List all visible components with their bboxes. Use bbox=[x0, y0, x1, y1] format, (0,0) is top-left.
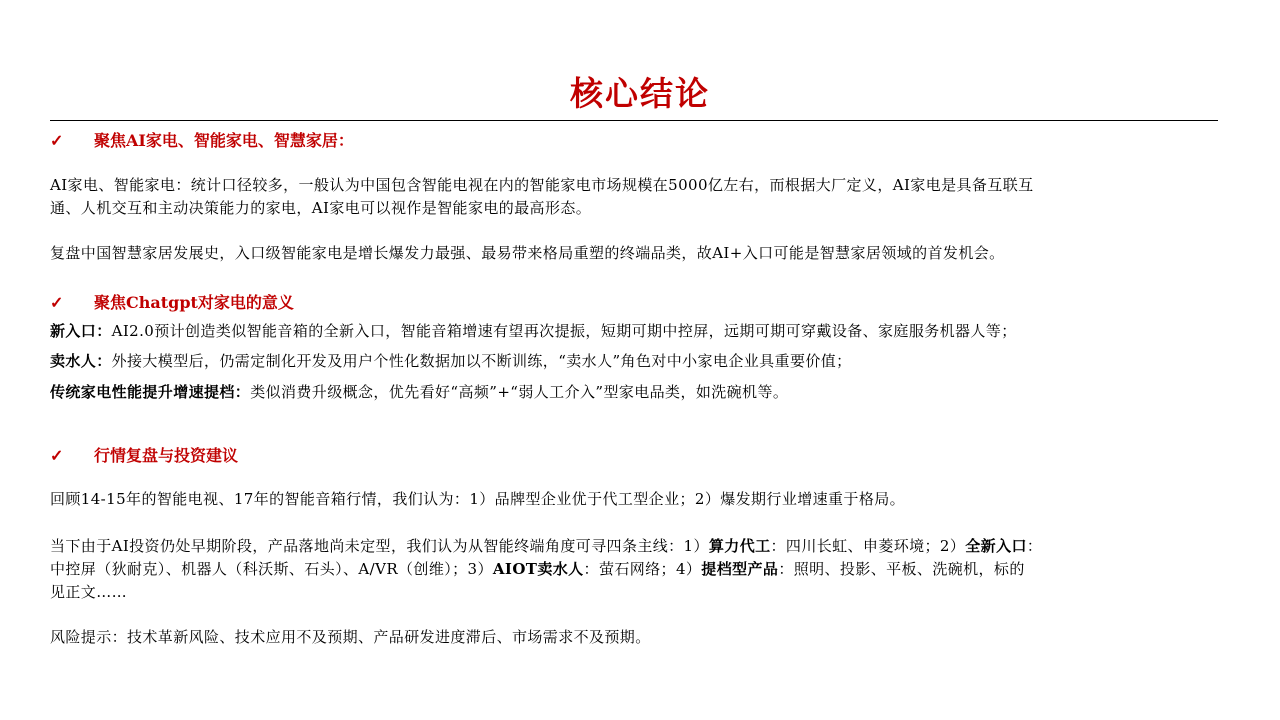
text-run: 当下由于AI投资仍处早期阶段，产品落地尚未定型，我们认为从智能终端角度可寻四条主线：1） bbox=[50, 537, 709, 555]
text-line: 见正文…… bbox=[50, 583, 128, 601]
text-run: ：照明、投影、平板、洗碗机，标的 bbox=[778, 560, 1025, 578]
paragraph-ai-appliance-definition bbox=[50, 174, 1228, 220]
keyword-compute-foundry: 算力代工 bbox=[708, 537, 771, 555]
paragraph-market-review: 回顾14-15年的智能电视、17年的智能音箱行情，我们认为：1）品牌型企业优于代工型企业；2）爆发期行业增速重于格局。 bbox=[50, 490, 906, 508]
section-heading-text: 聚焦AI家电、智能家电、智慧家居： bbox=[94, 131, 354, 150]
list-item-traditional-upgrade bbox=[50, 381, 1228, 404]
text-run: ：萤石网络；4） bbox=[583, 560, 702, 578]
item-text: AI2.0预计创造类似智能音箱的全新入口，智能音箱增速有望再次提振，短期可期中控屏，远期可期可穿戴设备、家庭服务机器人等； bbox=[111, 322, 1017, 340]
paragraph-risk-warning: 风险提示：技术革新风险、技术应用不及预期、产品研发进度滞后、市场需求不及预期。 bbox=[50, 628, 651, 646]
keyword-aiot-water-seller: AIOT卖水人 bbox=[492, 560, 584, 578]
keyword-new-entry: 全新入口 bbox=[965, 537, 1027, 555]
text-line bbox=[50, 535, 1228, 558]
section-heading-investment bbox=[50, 443, 238, 469]
page-title: 核心结论 bbox=[570, 74, 710, 113]
item-text: 外接大模型后，仍需定制化开发及用户个性化数据加以不断训练，“卖水人”角色对中小家电企业具重要价值； bbox=[111, 352, 852, 370]
text-run: ： bbox=[1026, 537, 1043, 555]
section-heading-text: 行情复盘与投资建议 bbox=[94, 446, 239, 465]
title-divider bbox=[50, 120, 1218, 121]
paragraph-investment-lines bbox=[50, 535, 1228, 604]
checkmark-icon: ✓ bbox=[50, 293, 64, 312]
item-label: 卖水人： bbox=[50, 352, 112, 370]
keyword-upgrade-products: 提档型产品 bbox=[701, 560, 779, 578]
section-heading-chatgpt bbox=[50, 290, 294, 316]
section-heading-smart-home bbox=[50, 128, 354, 154]
text-line bbox=[50, 558, 1228, 581]
item-label: 传统家电性能提升增速提档： bbox=[50, 383, 251, 401]
checkmark-icon: ✓ bbox=[50, 446, 64, 465]
section-heading-text: 聚焦Chatgpt对家电的意义 bbox=[94, 293, 294, 312]
list-item-water-seller bbox=[50, 350, 1228, 373]
text-run: ：四川长虹、申菱环境；2） bbox=[770, 537, 966, 555]
text-line: AI家电、智能家电：统计口径较多，一般认为中国包含智能电视在内的智能家电市场规模在5000亿左右，而根据大厂定义，AI家电是具备互联互 bbox=[50, 176, 1034, 194]
list-item-new-entry bbox=[50, 320, 1228, 343]
item-text: 类似消费升级概念，优先看好“高频”+“弱人工介入”型家电品类，如洗碗机等。 bbox=[250, 383, 789, 401]
paragraph-history-review: 复盘中国智慧家居发展史，入口级智能家电是增长爆发力最强、最易带来格局重塑的终端品类，故AI+入口可能是智慧家居领域的首发机会。 bbox=[50, 244, 1005, 262]
text-run: 中控屏（狄耐克）、机器人（科沃斯、石头）、A/VR（创维）；3） bbox=[50, 560, 493, 578]
checkmark-icon: ✓ bbox=[50, 131, 64, 150]
item-label: 新入口： bbox=[50, 322, 112, 340]
text-line: 通、人机交互和主动决策能力的家电，AI家电可以视作是智能家电的最高形态。 bbox=[50, 199, 592, 217]
